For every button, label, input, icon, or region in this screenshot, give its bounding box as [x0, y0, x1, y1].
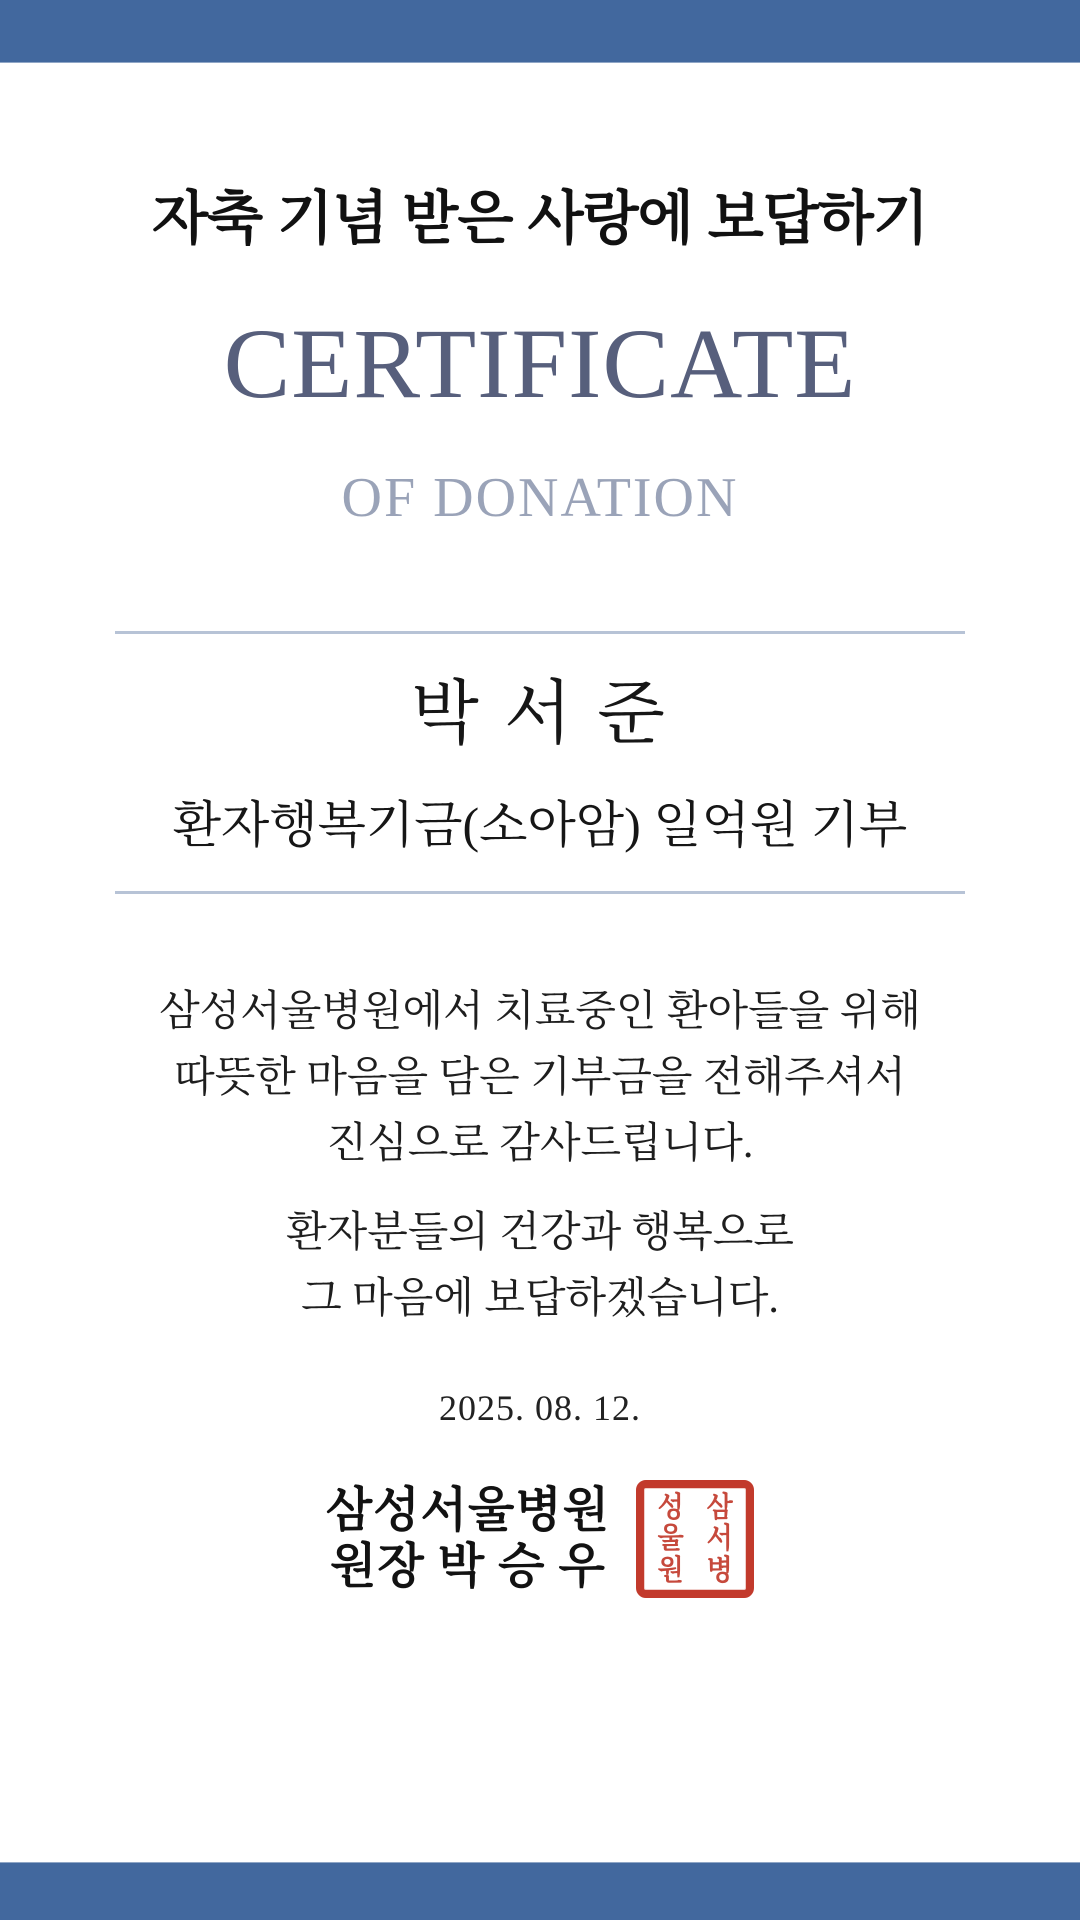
seal-char: 서 — [706, 1522, 733, 1555]
certificate-heading: CERTIFICATE — [223, 308, 857, 419]
bottom-border-bar — [0, 1862, 1080, 1920]
top-border-bar — [0, 0, 1080, 63]
divider-bottom — [115, 891, 965, 894]
official-seal-stamp — [636, 1480, 754, 1598]
seal-char: 울 — [657, 1522, 684, 1555]
message-paragraph-2 — [0, 1200, 1080, 1332]
message-paragraph-1 — [0, 979, 1080, 1177]
certificate-subheading: OF DONATION — [341, 467, 739, 529]
seal-char: 병 — [706, 1554, 733, 1586]
recipient-name: 박 서 준 — [411, 676, 669, 753]
message-line-5: 그 마음에 보답하겠습니다. — [301, 1276, 779, 1322]
message-line-4: 환자분들의 건강과 행복으로 — [286, 1210, 794, 1256]
signature-block — [0, 1480, 1080, 1598]
seal-char: 원 — [657, 1554, 684, 1586]
divider-top — [115, 631, 965, 634]
donation-description: 환자행복기금(소아암) 일억원 기부 — [172, 797, 908, 853]
hospital-name: 삼성서울병원 — [325, 1484, 611, 1537]
message-line-2: 따뜻한 마음을 담은 기부금을 전해주셔서 — [174, 1055, 906, 1101]
message-line-1: 삼성서울병원에서 치료중인 환아들을 위해 — [159, 989, 921, 1035]
seal-char: 성 — [657, 1491, 684, 1523]
event-title: 자축 기념 받은 사랑에 보답하기 — [152, 186, 928, 251]
director-name: 원장 박 승 우 — [330, 1540, 606, 1593]
message-line-3: 진심으로 감사드립니다. — [326, 1121, 754, 1167]
seal-char: 삼 — [706, 1491, 733, 1523]
issue-date: 2025. 08. 12. — [439, 1388, 641, 1428]
signature-text — [326, 1483, 610, 1595]
